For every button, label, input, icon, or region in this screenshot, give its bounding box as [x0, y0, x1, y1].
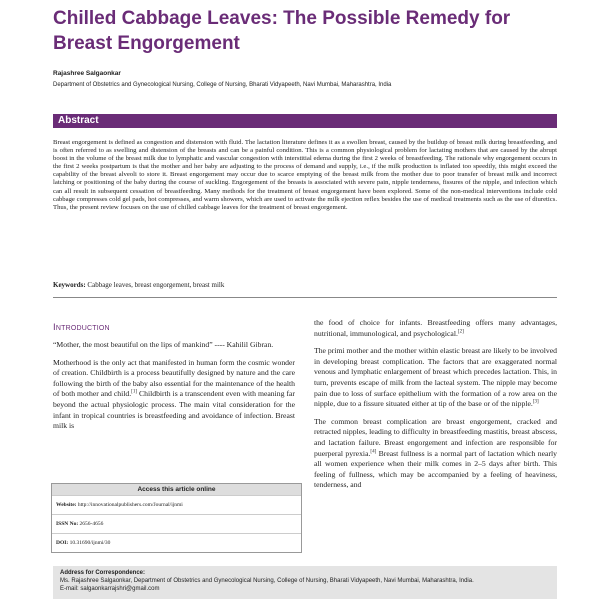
- correspondence-email[interactable]: E-mail: salgaonkarrajshri@gmail.com: [60, 586, 160, 592]
- paragraph: Motherhood is the only act that manifested in human form the cosmic wonder of creation. Childbirth is a process beautifully designed by nature and the care following the birth of the baby also essential for the maintenance of the health of both mother and child.[1] Childbirth is a transcendent even with meaning far beyond the actual physiologic process. The main vital consideration for the infant in tropical countries is breastfeeding and avoidance of infection. Breast milk is: [53, 357, 295, 431]
- paragraph: the food of choice for infants. Breastfeeding offers many advantages, nutritional, immunological, and psychological.[2]: [314, 318, 557, 338]
- doi-link[interactable]: 10.31690/ijnmi/30: [69, 540, 111, 546]
- access-box-heading: Access this article online: [52, 484, 301, 495]
- abstract-text: Breast engorgement is defined as congestion and distension with fluid. The lactation literature defines it as a swollen breast, caused by the buildup of breast milk during breastfeeding, and is often referred to as swelling and distension of the breasts and can be a painful condition. This is a common physiological problem for lactating mothers that are caused by the abrupt boost in the volume of the breast milk due to lymphatic and vascular congestion with interstitial edema during the first 2 weeks of breastfeeding. The rationale why engorgement occurs in the first 2 weeks postpartum is that the mother and her baby are adjusting to the process of demand and supply, i.e., if the milk production is inflated too speedily, this might exceed the capability of the breast alveoli to store it. Breast engorgement may occur due to scarce emptying of the breast milk from the mother due to poor transfer of breast milk and incorrect latching or positioning of the baby during the course of suckling. Engorgement of the breasts is associated with severe pain, nipple tenderness, fissures of the nipple, and infection which can all result in subsequent cessation of breastfeeding. Many methods for the treatment of breast engorgement have been explored. Some of the non-medical interventions include cold cabbage compresses cold gel pads, hot compresses, and warm showers, which are used to activate the milk ejection reflex besides the use of medical treatments such as the use of diuretics. Thus, the present review focuses on the use of chilled cabbage leaves for the treatment of breast engorgement.: [53, 139, 557, 211]
- abstract-heading-bar: [53, 114, 557, 128]
- section-heading-introduction: Introduction: [53, 322, 110, 333]
- author-affiliation: Department of Obstetrics and Gynecological Nursing, College of Nursing, Bharati Vidyapeeth, Navi Mumbai, Maharashtra, India: [53, 82, 392, 88]
- citation[interactable]: [3]: [532, 399, 539, 405]
- website-row: Website: http://innovationalpublishers.com/Journal/ijnmi: [52, 495, 301, 514]
- column-right: [314, 318, 557, 498]
- citation[interactable]: [2]: [457, 329, 464, 335]
- section-divider: [53, 297, 557, 298]
- issn-row: ISSN No: 2656-4656: [52, 514, 301, 533]
- doi-row: DOI: 10.31690/ijnmi/30: [52, 533, 301, 552]
- paragraph: The common breast complication are breast engorgement, cracked and retracted nipples, leading to difficulty in breastfeeding mastitis, breast abscess, and lactation failure. Breast engorgement and infection are responsible for puerperal pyrexia.[4] Breast fullness is a normal part of lactation which nearly all women experience when their milk comes in 2–5 days after birth. This feeling of fullness, which may be accompanied by a feeling of heaviness, tenderness, and: [314, 416, 557, 490]
- access-online-box: [51, 483, 302, 553]
- correspondence-heading: Address for Correspondence:: [60, 570, 146, 576]
- author-name: Rajashree Salgaonkar: [53, 70, 121, 77]
- paragraph: The primi mother and the mother within elastic breast are likely to be involved in developing breast complication. The factors that are exaggerated normal venous and lymphatic enlargement of breast which precedes lactation. This, in turn, prevents escape of milk from the lacteal system. The nipple may become pain due to loss of surface epithelium with the formation of a row area on the nipple, due to a fissure situated either at tip of the base or of the nipple.[3]: [314, 346, 557, 409]
- keywords-label: Keywords:: [53, 281, 86, 289]
- correspondence-box: [53, 566, 557, 599]
- article-title: Chilled Cabbage Leaves: The Possible Remedy for Breast Engorgement: [53, 8, 511, 54]
- column-left: [53, 340, 295, 439]
- citation[interactable]: [4]: [370, 448, 377, 454]
- citation[interactable]: [1]: [131, 389, 137, 395]
- keywords: [53, 281, 557, 289]
- abstract-heading: Abstract: [58, 115, 99, 126]
- keywords-text: Cabbage leaves, breast engorgement, breast milk: [87, 281, 225, 289]
- epigraph-quote: “Mother, the most beautiful on the lips of mankind” ---- Kahilil Gibran.: [53, 340, 274, 349]
- correspondence-address: Ms. Rajashree Salgaonkar, Department of Obstetrics and Gynecological Nursing, College of Nursing, Bharati Vidyapeeth, Navi Mumbai, Maharashtra, India.: [60, 578, 474, 584]
- website-link[interactable]: http://innovationalpublishers.com/Journal/ijnmi: [77, 502, 183, 508]
